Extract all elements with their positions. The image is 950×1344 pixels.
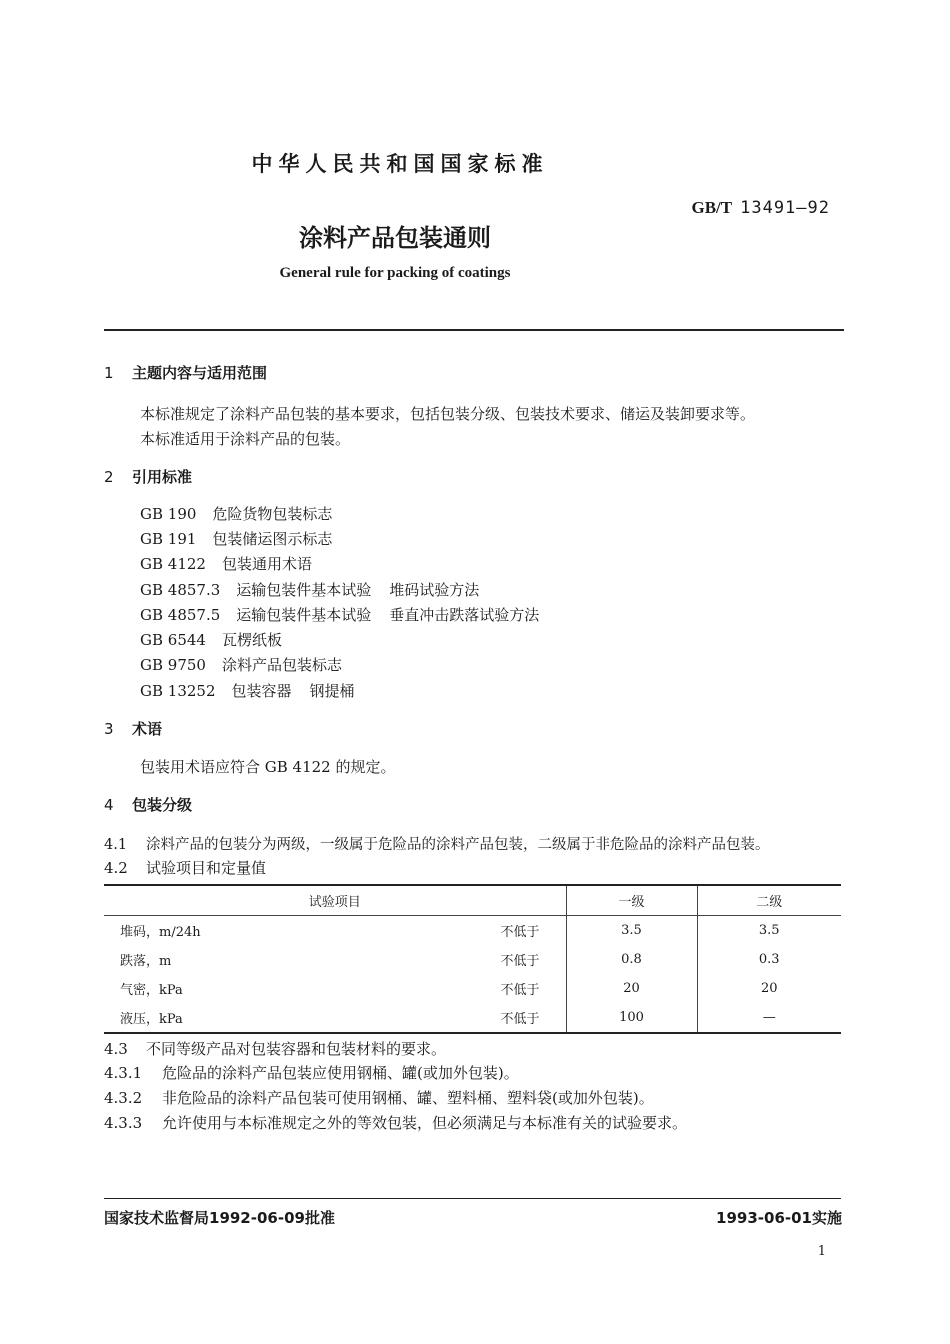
grade-2-value: 3.5 [697, 916, 841, 946]
list-item [140, 528, 350, 549]
clause-number: 4.3 [104, 1040, 128, 1058]
list-item [140, 629, 300, 650]
header-grade-2: 二级 [697, 885, 841, 916]
test-item: 液压，kPa [104, 1003, 413, 1033]
section-number: 3 [104, 720, 114, 738]
clause-4-3 [104, 1038, 446, 1059]
ref-code: GB 13252 [140, 682, 216, 700]
section-title: 包装分级 [132, 796, 193, 814]
section-title: 引用标准 [132, 468, 193, 486]
ref-subtitle: 钢提桶 [309, 682, 355, 700]
clause-4-3-1 [104, 1062, 519, 1083]
list-item [140, 654, 360, 675]
section-number: 4 [104, 796, 114, 814]
ref-code: GB 4122 [140, 555, 206, 573]
header-test-item: 试验项目 [104, 885, 566, 916]
document-title-cn: 涂料产品包装通则 [299, 224, 491, 252]
section-1-paragraph-2: 本标准适用于涂料产品的包装。 [140, 430, 351, 448]
section-title: 主题内容与适用范围 [132, 364, 268, 382]
clause-text: 试验项目和定量值 [146, 859, 267, 877]
section-3-paragraph: 包装用术语应符合 GB 4122 的规定。 [140, 758, 396, 776]
grade-1-value: 3.5 [566, 916, 697, 946]
table-header-row [104, 885, 841, 916]
clause-4-2 [104, 857, 266, 878]
test-condition: 不低于 [413, 1003, 566, 1033]
test-condition: 不低于 [500, 983, 540, 998]
test-condition: 不低于 [500, 954, 540, 969]
ref-subtitle: 堆码试验方法 [389, 581, 480, 599]
table-row [104, 974, 841, 1003]
table-row [104, 945, 841, 974]
clause-text: 不同等级产品对包装容器和包装材料的要求。 [146, 1040, 447, 1058]
section-1-heading [104, 362, 267, 383]
ref-code: GB 4857.3 [140, 581, 221, 599]
footer-divider [104, 1198, 841, 1199]
section-number: 1 [104, 364, 114, 382]
test-requirements-table [104, 884, 841, 1034]
standard-code: 13491—92 [740, 198, 830, 218]
ref-title: 危险货物包装标志 [212, 505, 333, 523]
ref-subtitle: 垂直冲击跌落试验方法 [389, 606, 540, 624]
test-item: 跌落，m [120, 954, 172, 969]
clause-4-1 [104, 833, 770, 854]
grade-2-value: — [697, 1003, 841, 1033]
grade-2-value: 0.3 [697, 945, 841, 974]
clause-number: 4.3.2 [104, 1089, 143, 1107]
page-number: 1 [817, 1244, 826, 1259]
standard-prefix: GB/T [691, 198, 733, 217]
section-3-heading [104, 718, 162, 739]
test-condition: 不低于 [500, 925, 540, 940]
section-title: 术语 [132, 720, 163, 738]
clause-text: 涂料产品的包装分为两级，一级属于危险品的涂料产品包装，二级属于非危险品的涂料产品包装。 [146, 837, 770, 853]
clause-number: 4.2 [104, 859, 128, 877]
test-item: 气密，kPa [120, 983, 183, 998]
approval-date: 国家技术监督局1992-06-09批准 [104, 1209, 335, 1227]
clause-number: 4.3.1 [104, 1064, 143, 1082]
section-number: 2 [104, 468, 114, 486]
ref-title: 运输包装件基本试验 [236, 606, 372, 624]
section-4-heading [104, 794, 192, 815]
ref-code: GB 6544 [140, 631, 206, 649]
document-title-en: General rule for packing of coatings [279, 265, 511, 281]
ref-code: GB 191 [140, 530, 197, 548]
clause-4-3-2 [104, 1087, 654, 1108]
grade-2-value: 20 [697, 974, 841, 1003]
clause-text: 危险品的涂料产品包装应使用钢桶、罐(或加外包装)。 [162, 1064, 519, 1082]
section-1-paragraph-1: 本标准规定了涂料产品包装的基本要求，包括包装分级、包装技术要求、储运及装卸要求等。 [140, 405, 756, 423]
grade-1-value: 20 [566, 974, 697, 1003]
ref-title: 涂料产品包装标志 [221, 656, 342, 674]
list-item [140, 579, 479, 600]
ref-title: 包装通用术语 [221, 555, 312, 573]
list-item [140, 604, 539, 625]
ref-title: 包装容器 [231, 682, 292, 700]
ref-title: 包装储运图示标志 [212, 530, 333, 548]
clause-4-3-3 [104, 1112, 687, 1133]
list-item [140, 553, 330, 574]
test-item: 堆码，m/24h [120, 925, 201, 940]
clause-number: 4.1 [104, 837, 128, 853]
standard-number [691, 198, 830, 218]
grade-1-value: 100 [566, 1003, 697, 1033]
national-standard-title: 中华人民共和国国家标准 [251, 152, 549, 176]
table-row [104, 1003, 841, 1033]
section-2-heading [104, 466, 192, 487]
header-grade-1: 一级 [566, 885, 697, 916]
clause-text: 允许使用与本标准规定之外的等效包装，但必须满足与本标准有关的试验要求。 [162, 1114, 688, 1132]
grade-1-value: 0.8 [566, 945, 697, 974]
ref-code: GB 9750 [140, 656, 206, 674]
ref-code: GB 190 [140, 505, 197, 523]
effective-date: 1993-06-01实施 [716, 1209, 842, 1227]
ref-code: GB 4857.5 [140, 606, 221, 624]
list-item [140, 680, 355, 701]
table-row [104, 916, 841, 946]
clause-number: 4.3.3 [104, 1114, 143, 1132]
ref-title: 瓦楞纸板 [221, 631, 282, 649]
list-item [140, 503, 350, 524]
clause-text: 非危险品的涂料产品包装可使用钢桶、罐、塑料桶、塑料袋(或加外包装)。 [162, 1089, 654, 1107]
header-divider [104, 329, 844, 331]
ref-title: 运输包装件基本试验 [236, 581, 372, 599]
